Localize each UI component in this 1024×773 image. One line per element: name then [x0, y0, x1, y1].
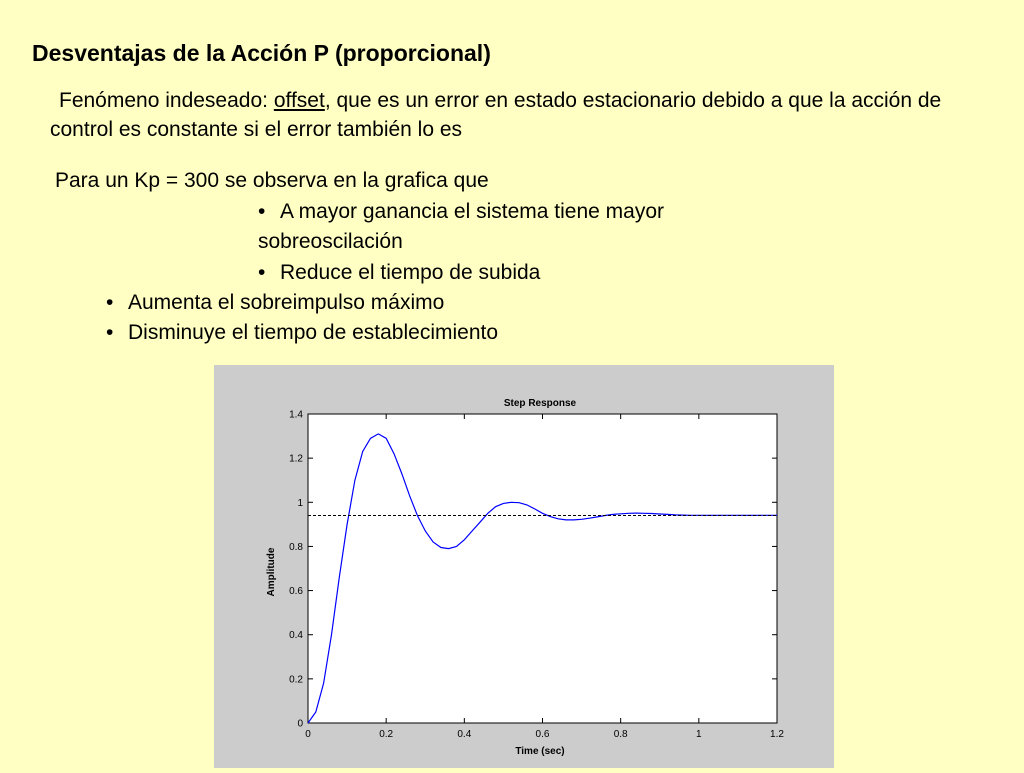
x-tick-label: 0 — [305, 729, 311, 740]
y-tick-label: 0.6 — [289, 586, 303, 598]
y-tick-label: 1 — [297, 497, 303, 509]
x-tick-label: 0.4 — [457, 729, 472, 740]
bullet-higher-gain-text: A mayor ganancia el sistema tiene mayor — [280, 200, 665, 223]
x-tick-label: 0.6 — [535, 729, 550, 740]
y-axis-label: Amplitude — [266, 547, 277, 597]
bullet-settling-time — [106, 318, 498, 348]
y-tick-label: 1.2 — [289, 453, 303, 465]
chart-title: Step Response — [503, 398, 577, 409]
bullet-rise-time — [258, 258, 540, 288]
offset-term: offset — [273, 89, 325, 112]
slide-title: Desventajas de la Acción P (proporcional) — [32, 40, 491, 66]
step-response-chart — [214, 365, 834, 768]
kp-intro: Para un Kp = 300 se observa en la grafica que — [55, 169, 489, 192]
bullet-rise-time-text: Reduce el tiempo de subida — [280, 261, 541, 284]
offset-paragraph — [50, 86, 1000, 144]
bullet-settling-time-text: Disminuye el tiempo de establecimiento — [128, 321, 499, 344]
step-response-figure — [214, 365, 834, 768]
x-tick-label: 0.8 — [613, 729, 628, 740]
paragraph-start: Fenómeno indeseado: — [59, 89, 274, 112]
y-tick-label: 0 — [297, 718, 303, 730]
x-tick-label: 1.2 — [770, 729, 784, 740]
bullet-overshoot-text: Aumenta el sobreimpulso máximo — [128, 291, 445, 314]
plot-area — [308, 414, 777, 723]
y-tick-label: 1.4 — [289, 409, 303, 421]
y-tick-label: 0.8 — [289, 541, 303, 553]
paragraph-rest: , que es un error en estado estacionario debido a que la acción de control es constante si el error también lo es — [50, 89, 942, 141]
x-axis-label: Time (sec) — [515, 746, 565, 757]
y-tick-label: 0.4 — [289, 630, 303, 642]
y-tick-label: 0.2 — [289, 674, 303, 686]
bullet-higher-gain — [258, 197, 664, 227]
bullet-overshoot — [106, 288, 444, 318]
x-tick-label: 0.2 — [379, 729, 394, 740]
x-tick-label: 1 — [696, 729, 702, 740]
bullet-higher-gain-cont: sobreoscilación — [258, 230, 403, 253]
